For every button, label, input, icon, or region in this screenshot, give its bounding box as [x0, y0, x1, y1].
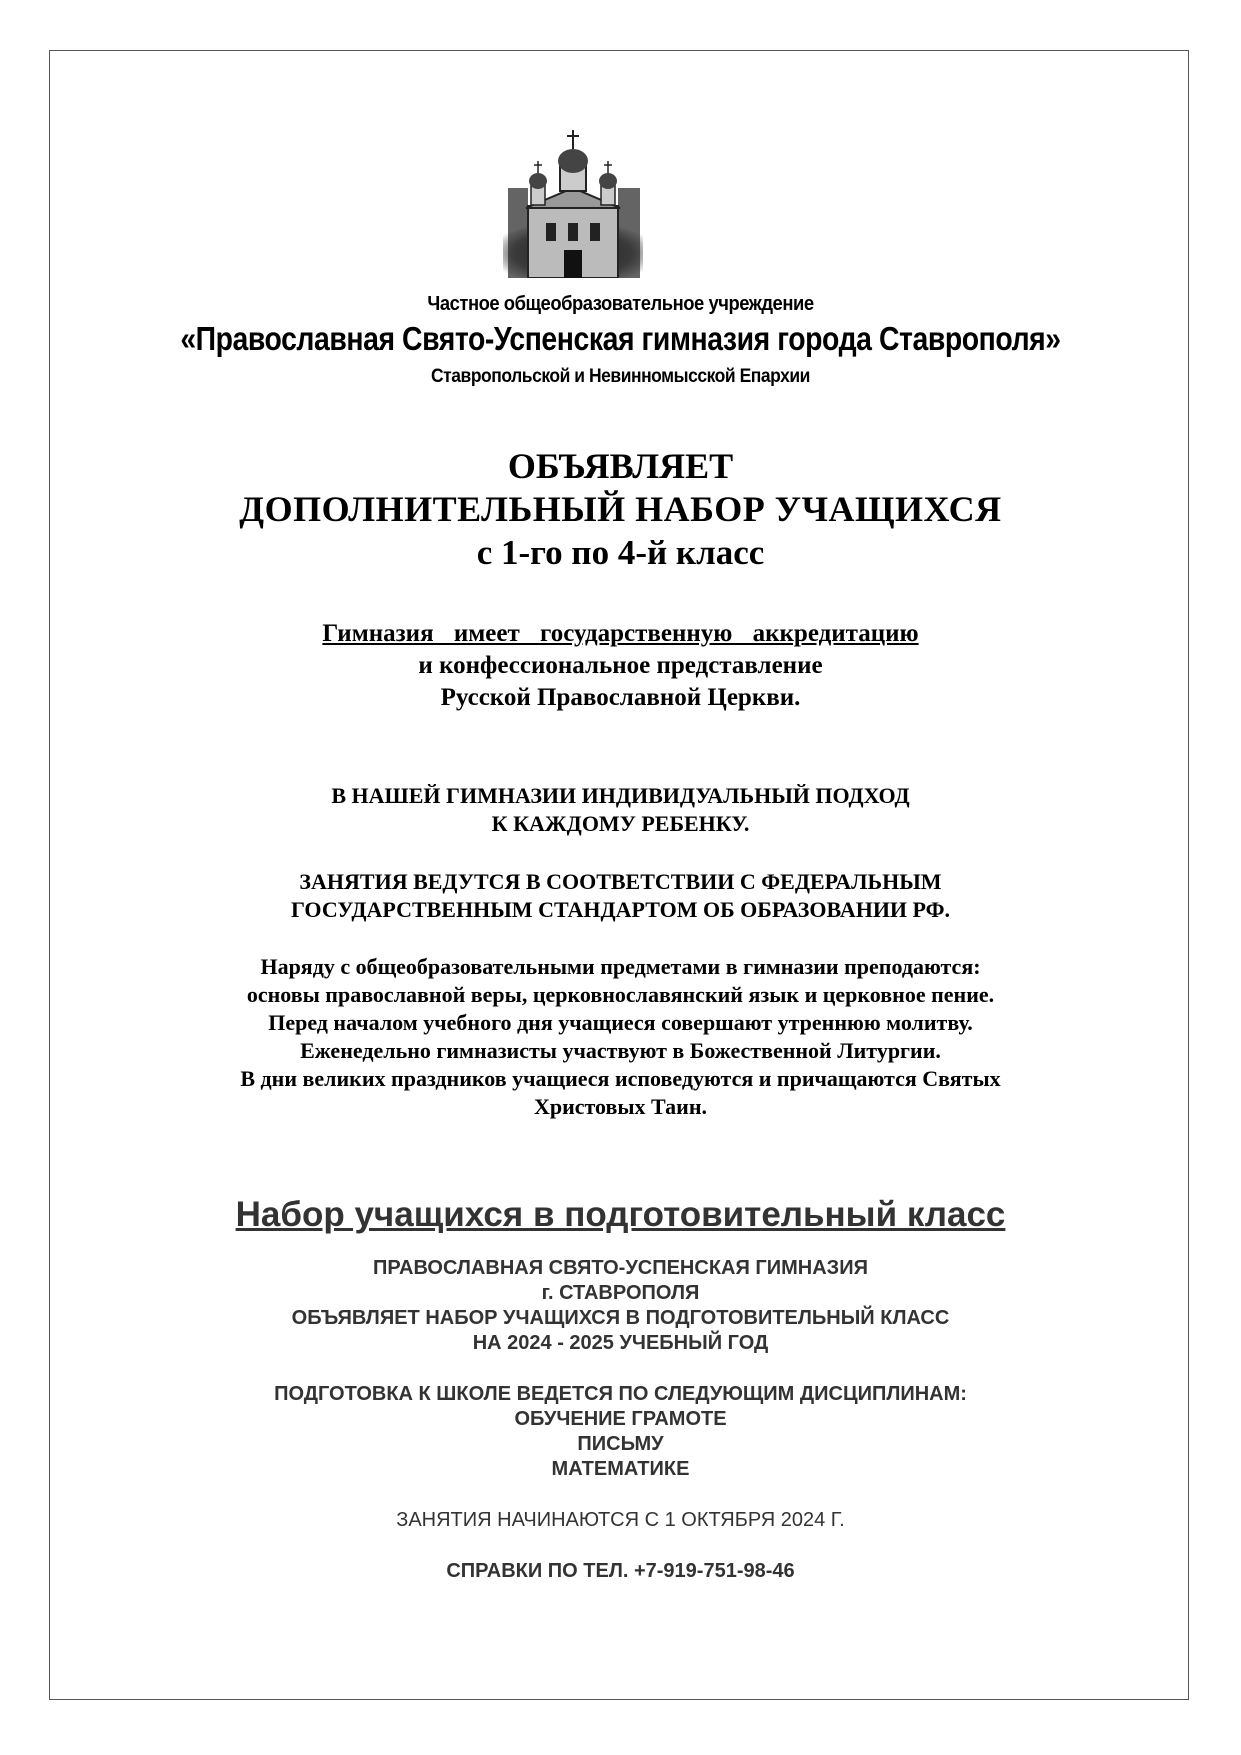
- header-line1: Частное общеобразовательное учреждение: [427, 293, 814, 315]
- prep-line4: НА 2024 - 2025 УЧЕБНЫЙ ГОД: [472, 1332, 769, 1354]
- subjects-line3: Перед началом учебного дня учащиеся совершают утреннюю молитву.: [268, 1010, 973, 1035]
- subjects-line4: Еженедельно гимназисты участвуют в Божественной Литургии.: [300, 1038, 941, 1063]
- prep-discipline-math: МАТЕМАТИКЕ: [551, 1458, 690, 1480]
- subjects-line2: основы православной веры, церковнославянский язык и церковное пение.: [246, 982, 995, 1007]
- prep-line1: ПРАВОСЛАВНАЯ СВЯТО-УСПЕНСКАЯ ГИМНАЗИЯ: [373, 1257, 868, 1279]
- prep-disciplines-heading: ПОДГОТОВКА К ШКОЛЕ ВЕДЕТСЯ ПО СЛЕДУЮЩИМ ДИСЦИПЛИНАМ:: [274, 1383, 967, 1405]
- approach-line2: К КАЖДОМУ РЕБЕНКУ.: [491, 811, 750, 836]
- prep-start-date: ЗАНЯТИЯ НАЧИНАЮТСЯ С 1 ОКТЯБРЯ 2024 Г.: [396, 1509, 845, 1531]
- accreditation-line1: Гимназия имеет государственную аккредитацию: [322, 620, 919, 647]
- standard-line2: ГОСУДАРСТВЕННЫМ СТАНДАРТОМ ОБ ОБРАЗОВАНИИ РФ.: [290, 897, 950, 922]
- prep-line2: г. СТАВРОПОЛЯ: [541, 1282, 700, 1304]
- header-eparchy: Ставропольской и Невинномысской Епархии: [431, 366, 810, 387]
- prep-class-title: Набор учащихся в подготовительный класс: [235, 1195, 1006, 1234]
- header-school-name: «Православная Свято-Успенская гимназия города Ставрополя»: [180, 320, 1061, 357]
- accreditation-line2: и конфессиональное представление: [418, 652, 823, 679]
- announcement-heading: ДОПОЛНИТЕЛЬНЫЙ НАБОР УЧАЩИХСЯ: [239, 489, 1002, 529]
- prep-discipline-writing: ПИСЬМУ: [577, 1433, 664, 1455]
- church-icon: [498, 128, 648, 278]
- prep-line3: ОБЪЯВЛЯЕТ НАБОР УЧАЩИХСЯ В ПОДГОТОВИТЕЛЬНЫЙ КЛАСС: [291, 1307, 950, 1329]
- subjects-line1: Наряду с общеобразовательными предметами в гимназии преподаются:: [260, 954, 981, 979]
- prep-contact-phone: СПРАВКИ ПО ТЕЛ. +7-919-751-98-46: [446, 1560, 795, 1582]
- accreditation-line3: Русской Православной Церкви.: [440, 684, 801, 711]
- approach-line1: В НАШЕЙ ГИМНАЗИИ ИНДИВИДУАЛЬНЫЙ ПОДХОД: [331, 783, 910, 808]
- announcement-grades: с 1-го по 4-й класс: [476, 533, 765, 572]
- subjects-line5: В дни великих праздников учащиеся исповедуются и причащаются Святых: [240, 1066, 1001, 1091]
- prep-discipline-literacy: ОБУЧЕНИЕ ГРАМОТЕ: [514, 1408, 727, 1430]
- announcement-title: ОБЪЯВЛЯЕТ: [507, 446, 734, 486]
- subjects-line6: Христовых Таин.: [533, 1094, 708, 1119]
- standard-line1: ЗАНЯТИЯ ВЕДУТСЯ В СООТВЕТСТВИИ С ФЕДЕРАЛЬНЫМ: [299, 869, 942, 894]
